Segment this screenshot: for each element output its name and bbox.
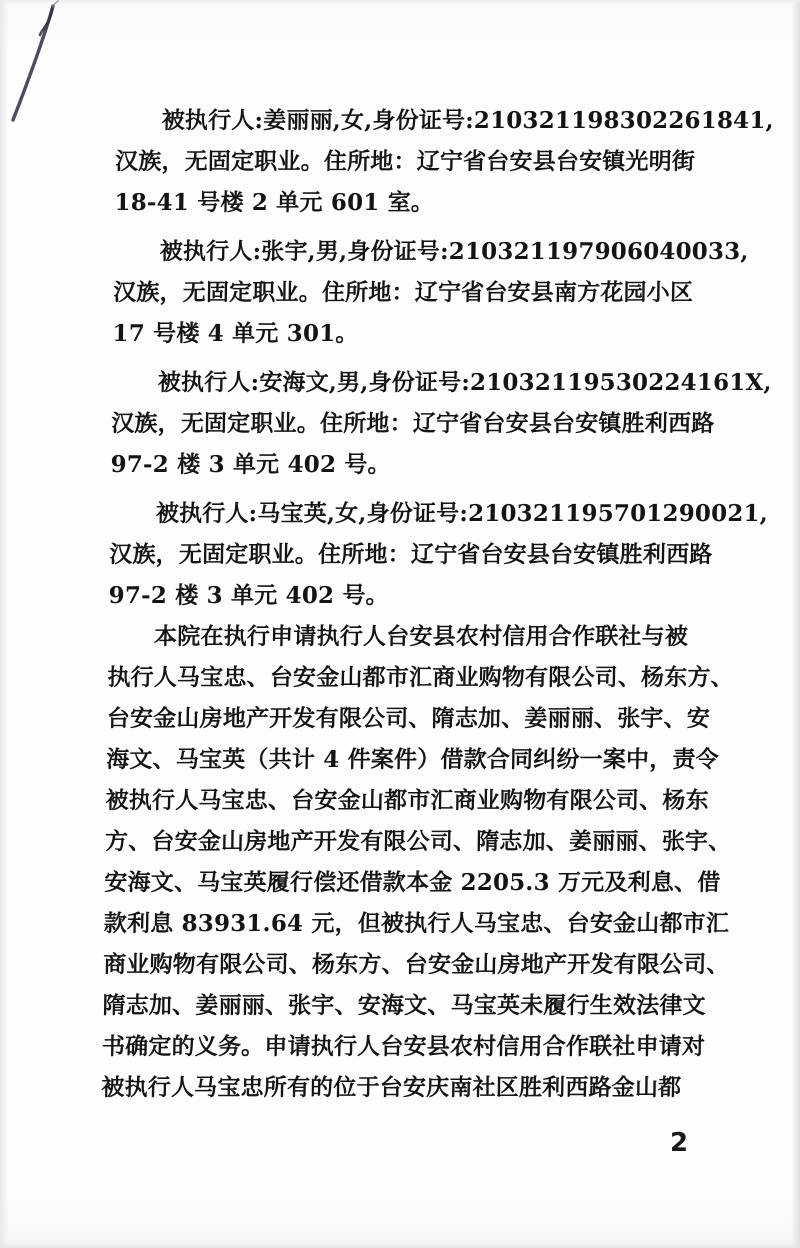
text-line: 被执行人:安海文,男,身份证号:21032119530224161X, <box>157 369 772 396</box>
text-line: 书确定的义务。申请执行人台安县农村信用合作联社申请对 <box>101 1033 706 1060</box>
text-line: 隋志加、姜丽丽、张宇、安海文、马宝英未履行生效法律文 <box>102 992 706 1019</box>
text-line: 本院在执行申请执行人台安县农村信用合作联社与被 <box>153 623 689 650</box>
scan-edge-right <box>791 0 800 1248</box>
text-line: 执行人马宝忠、台安金山都市汇商业购物有限公司、杨东方、 <box>107 664 735 691</box>
text-line: 款利息 83931.64 元，但被执行人马宝忠、台安金山都市汇 <box>103 910 730 937</box>
text-line: 被执行人:马宝英,女,身份证号:210321195701290021, <box>155 500 769 527</box>
paragraph-debtor-anhaiwen <box>110 362 772 485</box>
text-line: 台安金山房地产开发有限公司、隋志加、姜丽丽、张宇、安 <box>106 705 711 732</box>
scan-edge-bottom <box>0 1242 800 1248</box>
text-line: 方、台安金山房地产开发有限公司、隋志加、姜丽丽、张宇、 <box>104 828 732 855</box>
text-line: 安海文、马宝英履行偿还借款本金 2205.3 万元及利息、借 <box>104 869 721 896</box>
pen-stroke-artifact <box>0 0 80 140</box>
text-line: 汉族，无固定职业。住所地：辽宁省台安县台安镇胜利西路 <box>111 410 715 437</box>
paragraph-debtor-jiangli <box>114 100 774 223</box>
text-line: 汉族，无固定职业。住所地：辽宁省台安县南方花园小区 <box>112 279 694 306</box>
text-line: 商业购物有限公司、杨东方、台安金山房地产开发有限公司、 <box>102 951 730 978</box>
text-line: 97-2 楼 3 单元 402 号。 <box>110 451 392 478</box>
text-line: 被执行人马宝忠、台安金山都市汇商业购物有限公司、杨东 <box>105 787 710 814</box>
text-line: 汉族，无固定职业。住所地：辽宁省台安县台安镇光明街 <box>114 148 696 175</box>
text-line: 17 号楼 4 单元 301。 <box>112 320 359 347</box>
text-line: 汉族，无固定职业。住所地：辽宁省台安县台安镇胜利西路 <box>109 541 713 568</box>
paragraph-enforcement-narrative <box>101 616 735 1108</box>
document-body <box>101 100 774 1108</box>
paragraph-debtor-zhangyu <box>112 231 749 354</box>
text-line: 被执行人:姜丽丽,女,身份证号:210321198302261841, <box>161 107 774 134</box>
paragraph-debtor-mabaoying <box>108 493 769 616</box>
text-line: 被执行人:张宇,男,身份证号:210321197906040033, <box>159 238 749 265</box>
text-line: 97-2 楼 3 单元 402 号。 <box>108 582 390 609</box>
scan-edge-top <box>0 0 800 5</box>
text-line: 18-41 号楼 2 单元 601 室。 <box>114 189 435 216</box>
text-line: 海文、马宝英（共计 4 件案件）借款合同纠纷一案中，责令 <box>106 746 720 773</box>
scan-edge-left <box>0 0 9 1248</box>
page-number: 2 <box>670 1128 689 1158</box>
text-line: 被执行人马宝忠所有的位于台安庆南社区胜利西路金山都 <box>101 1074 682 1101</box>
